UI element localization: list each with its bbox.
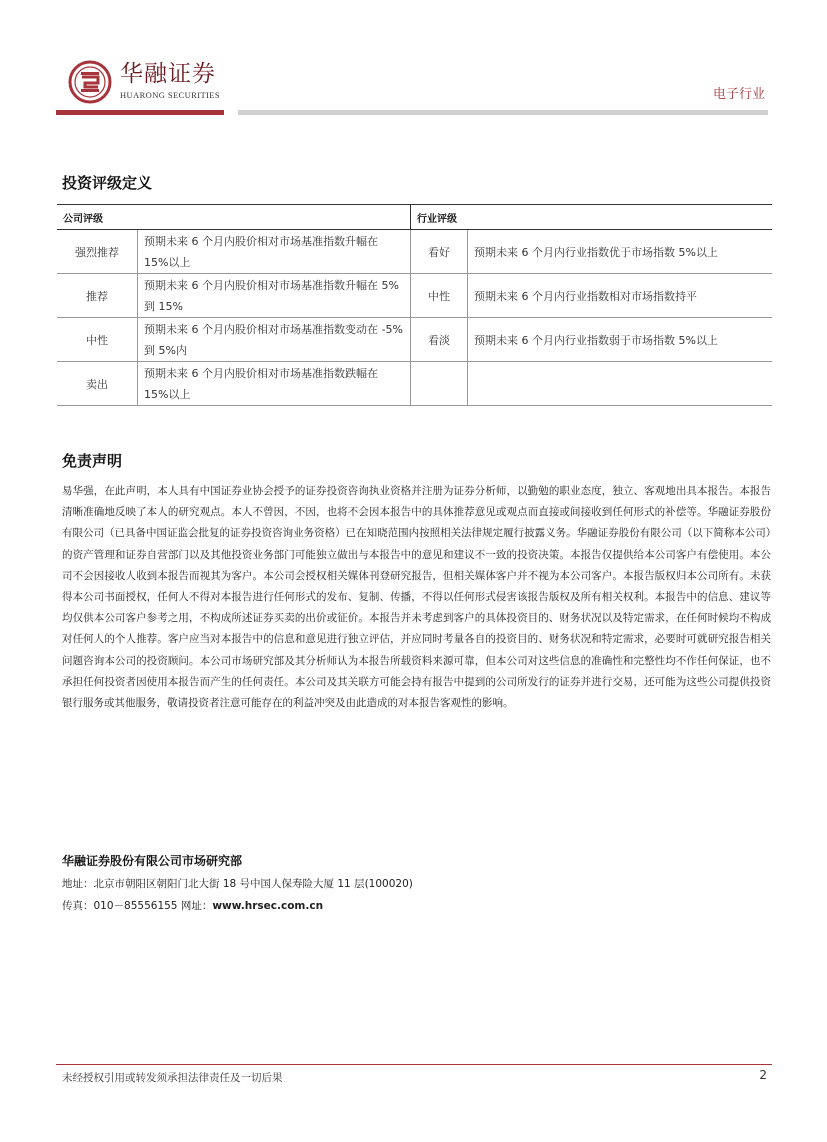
fax-label: 传真：010－85556155 网址： xyxy=(62,900,213,912)
company-rating: 中性 xyxy=(57,318,138,362)
industry-rating-desc: 预期未来 6 个月内行业指数优于市场指数 5%以上 xyxy=(468,230,773,274)
company-rating-header: 公司评级 xyxy=(57,205,411,230)
brand-name-en: HUARONG SECURITIES xyxy=(120,90,220,100)
company-name: 华融证券股份有限公司市场研究部 xyxy=(62,854,243,868)
industry-rating: 中性 xyxy=(411,274,468,318)
industry-rating xyxy=(411,362,468,406)
rating-section-title: 投资评级定义 xyxy=(62,174,153,192)
company-address: 地址：北京市朝阳区朝阳门北大街 18 号中国人保寿险大厦 11 层(100020) xyxy=(62,878,413,890)
industry-rating-desc: 预期未来 6 个月内行业指数相对市场指数持平 xyxy=(468,274,773,318)
company-rating-desc: 预期未来 6 个月内股价相对市场基准指数升幅在 15%以上 xyxy=(138,230,411,274)
company-rating: 推荐 xyxy=(57,274,138,318)
brand-name: 华融证券 xyxy=(120,61,216,87)
industry-rating: 看淡 xyxy=(411,318,468,362)
industry-rating-desc: 预期未来 6 个月内行业指数弱于市场指数 5%以上 xyxy=(468,318,773,362)
industry-rating: 看好 xyxy=(411,230,468,274)
footer-rule xyxy=(56,1064,772,1065)
company-rating-desc: 预期未来 6 个月内股价相对市场基准指数升幅在 5%到 15% xyxy=(138,274,411,318)
disclaimer-text: 易华强，在此声明，本人具有中国证券业协会授予的证券投资咨询执业资格并注册为证券分析师，以勤勉的职业态度，独立、客观地出具本报告。本报告清晰准确地反映了本人的研究观点。本人不曾因，不因，也将不会因本报告中的具体推荐意见或观点而直接或间接收到任何形式的补偿等。华融证券股份有限公司（已具备中国证监会批复的证券投资咨询业务资格）已在知晓范围内按照相关法律规定履行披露义务。华融证券股份有限公司（以下简称本公司）的资产管理和证券自营部门以及其他投资业务部门可能独立做出与本报告中的意见和建议不一致的投资决策。本报告仅提供给本公司客户有偿使用。本公司不会因接收人收到本报告而视其为客户。本公司会授权相关媒体刊登研究报告，但相关媒体客户并不视为本公司客户。本报告版权归本公司所有。未获得本公司书面授权，任何人不得对本报告进行任何形式的发布、复制、传播，不得以任何形式侵害该报告版权及所有相关权利。本报告中的信息、建议等均仅供本公司客户参考之用，不构成所述证券买卖的出价或征价。本报告并未考虑到客户的具体投资目的、财务状况以及特定需求，在任何时候均不构成对任何人的个人推荐。客户应当对本报告中的信息和意见进行独立评估，并应同时考量各自的投资目的、财务状况和特定需求，必要时可就研究报告相关问题咨询本公司的投资顾问。本公司市场研究部及其分析师认为本报告所载资料来源可靠，但本公司对这些信息的准确性和完整性均不作任何保证，也不承担任何投资者因使用本报告而产生的任何责任。本公司及其关联方可能会持有报告中提到的公司所发行的证券并进行交易，还可能为这些公司提供投资银行服务或其他服务，敬请投资者注意可能存在的利益冲突及由此造成的对本报告客观性的影响。 xyxy=(62,485,771,710)
page-number: 2 xyxy=(759,1068,767,1082)
rating-table-header xyxy=(57,205,772,230)
header-rule-gray xyxy=(238,110,768,115)
table-row xyxy=(57,362,772,406)
header-rule-red xyxy=(56,110,224,115)
rating-table xyxy=(57,204,772,406)
table-row xyxy=(57,318,772,362)
website-link[interactable]: www.hrsec.com.cn xyxy=(212,900,324,912)
industry-rating-header: 行业评级 xyxy=(411,205,773,230)
company-rating: 卖出 xyxy=(57,362,138,406)
huarong-logo-icon xyxy=(68,60,112,104)
company-rating: 强烈推荐 xyxy=(57,230,138,274)
industry-label: 电子行业 xyxy=(712,87,765,102)
industry-rating-desc xyxy=(468,362,773,406)
company-rating-desc: 预期未来 6 个月内股价相对市场基准指数跌幅在 15%以上 xyxy=(138,362,411,406)
disclaimer-section-title: 免责声明 xyxy=(62,452,123,470)
table-row xyxy=(57,274,772,318)
table-row xyxy=(57,230,772,274)
company-rating-desc: 预期未来 6 个月内股价相对市场基准指数变动在 -5%到 5%内 xyxy=(138,318,411,362)
company-fax-web xyxy=(62,898,323,913)
footer-notice: 未经授权引用或转发须承担法律责任及一切后果 xyxy=(62,1072,283,1084)
